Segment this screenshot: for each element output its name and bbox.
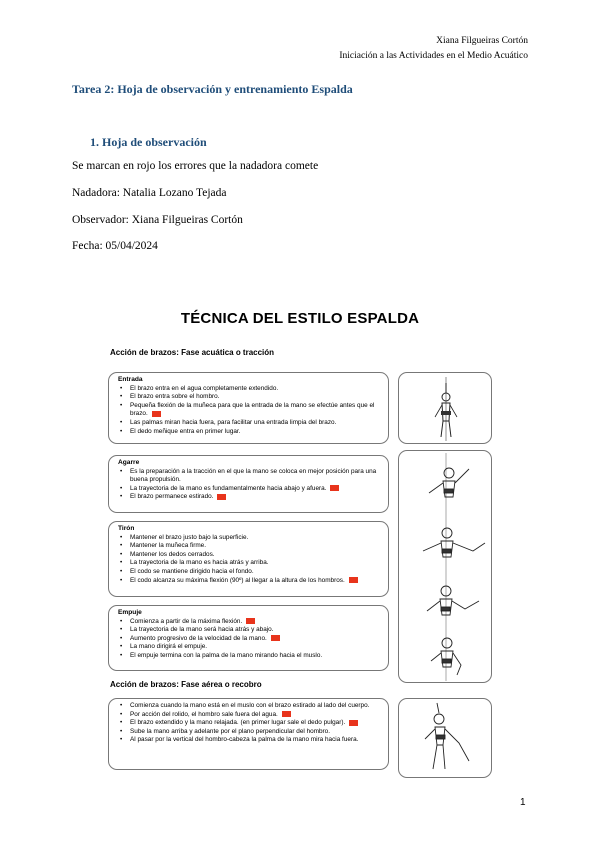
checklist-item-text: El brazo permanece estirado. [130,493,214,501]
phase-box-agarre [108,455,389,513]
checklist-item [130,568,380,577]
intro-line: Se marcan en rojo los errores que la nadadora comete [72,160,319,172]
error-mark [349,720,358,726]
error-mark [330,485,339,491]
checklist-item [130,428,380,437]
checklist-item [130,643,380,652]
checklist-item [130,618,380,627]
checklist-item-text: Mantener el brazo justo bajo la superficie. [130,533,249,541]
checklist-item [130,577,380,586]
checklist-item-text: Comienza cuando la mano está en el muslo con el brazo estirado al lado del cuerpo. [130,702,370,709]
checklist-item-text: El empuje termina con la palma de la mano mirando hacia el muslo. [130,651,323,659]
checklist-item [130,702,380,711]
checklist-item [130,393,380,402]
checklist-item-text: La trayectoria de la mano es hacia atrás y arriba. [130,559,269,567]
phase-title: Agarre [118,459,140,466]
checklist-item-text: Mantener los dedos cerrados. [130,550,215,558]
phase-box-entrada [108,372,389,444]
date-line: Fecha: 05/04/2024 [72,240,158,252]
phase-list [118,385,380,437]
checklist-item-text: La trayectoria de la mano será hacia atrás y abajo. [130,626,274,634]
phase-list [118,468,380,502]
checklist-item [130,626,380,635]
swimmer-figure-recovery [398,698,492,778]
checklist-item-text: Mantener la muñeca firme. [130,542,207,550]
phase-list [118,702,380,745]
swimmer-figure-entry [398,372,492,444]
checklist-item [130,419,380,428]
checklist-item [130,468,380,485]
checklist-item-text: Aumento progresivo de la velocidad de la mano. [130,634,267,642]
phase-box-tiron [108,521,389,597]
checklist-item-text: La mano dirigirá el empuje. [130,643,208,651]
header-course: Iniciación a las Actividades en el Medio Acuático [339,51,528,61]
checklist-item-text: El codo se mantiene dirigido hacia el fondo. [130,567,254,575]
checklist-item [130,485,380,494]
checklist-item-text: El codo alcanza su máxima flexión (90º) al llegar a la altura de los hombros. [130,576,345,584]
checklist-item [130,711,380,720]
subhead-aquatic-phase: Acción de brazos: Fase acuática o tracción [110,348,275,357]
checklist-item-text: Sube la mano arriba y adelante por el plano perpendicular del hombro. [130,727,331,735]
checklist-item-text: La trayectoria de la mano es fundamentalmente hacia abajo y afuera. [130,484,327,492]
error-mark [246,618,255,624]
checklist-item-text: Es la preparación a la tracción en el que la mano se coloca en mejor posición para una buena propulsión. [130,467,377,484]
checklist-item [130,493,380,502]
phase-title: Empuje [118,609,142,616]
section-title: 1. Hoja de observación [90,135,207,149]
error-mark [349,577,358,583]
swimmer-line: Nadadora: Natalia Lozano Tejada [72,187,227,199]
checklist-item [130,635,380,644]
error-mark [282,711,291,717]
checklist-item-text: Pequeña flexión de la muñeca para que la entrada de la mano se efectúe antes que el brazo. [130,401,375,418]
checklist-item [130,542,380,551]
phase-box-empuje [108,605,389,671]
swimmer-recovery-illustration [399,699,493,779]
error-mark [152,411,161,417]
task-title: Tarea 2: Hoja de observación y entrenamiento Espalda [72,82,353,96]
swimmer-figure-underwater [398,450,492,683]
phase-list [118,534,380,586]
checklist-item [130,534,380,543]
checklist-item [130,652,380,661]
header-author: Xiana Filgueiras Cortón [436,36,528,46]
checklist-item [130,402,380,419]
checklist-item [130,385,380,394]
subhead-aerial-phase: Acción de brazos: Fase aérea o recobro [110,680,262,689]
swimmer-underwater-illustration [399,451,493,684]
checklist-item-text: El brazo extendido y la mano relajada. (en primer lugar sale el dedo pulgar). [130,719,346,727]
checklist-item [130,719,380,728]
phase-title: Tirón [118,525,135,532]
error-mark [271,635,280,641]
checklist-item-text: El brazo entra sobre el hombro. [130,393,220,401]
sheet-title: TÉCNICA DEL ESTILO ESPALDA [180,310,420,327]
checklist-item [130,736,380,745]
checklist-item-text: Comienza a partir de la máxima flexión. [130,617,243,625]
observer-line: Observador: Xiana Filgueiras Cortón [72,214,243,226]
page-number: 1 [520,797,526,808]
checklist-item [130,728,380,737]
phase-box-recobro [108,698,389,770]
checklist-item-text: Por acción del rolido, el hombro sale fuera del agua. [130,710,278,718]
phase-title: Entrada [118,376,143,383]
checklist-item-text: El brazo entra en el agua completamente extendido. [130,384,279,392]
checklist-item-text: Las palmas miran hacia fuera, para facilitar una entrada limpia del brazo. [130,418,337,426]
swimmer-entry-illustration [399,373,493,445]
checklist-item-text: El dedo meñique entra en primer lugar. [130,427,241,435]
checklist-item-text: Al pasar por la vertical del hombro-cabeza la palma de la mano mira hacia fuera. [130,736,359,744]
checklist-item [130,559,380,568]
error-mark [217,494,226,500]
phase-list [118,618,380,661]
checklist-item [130,551,380,560]
